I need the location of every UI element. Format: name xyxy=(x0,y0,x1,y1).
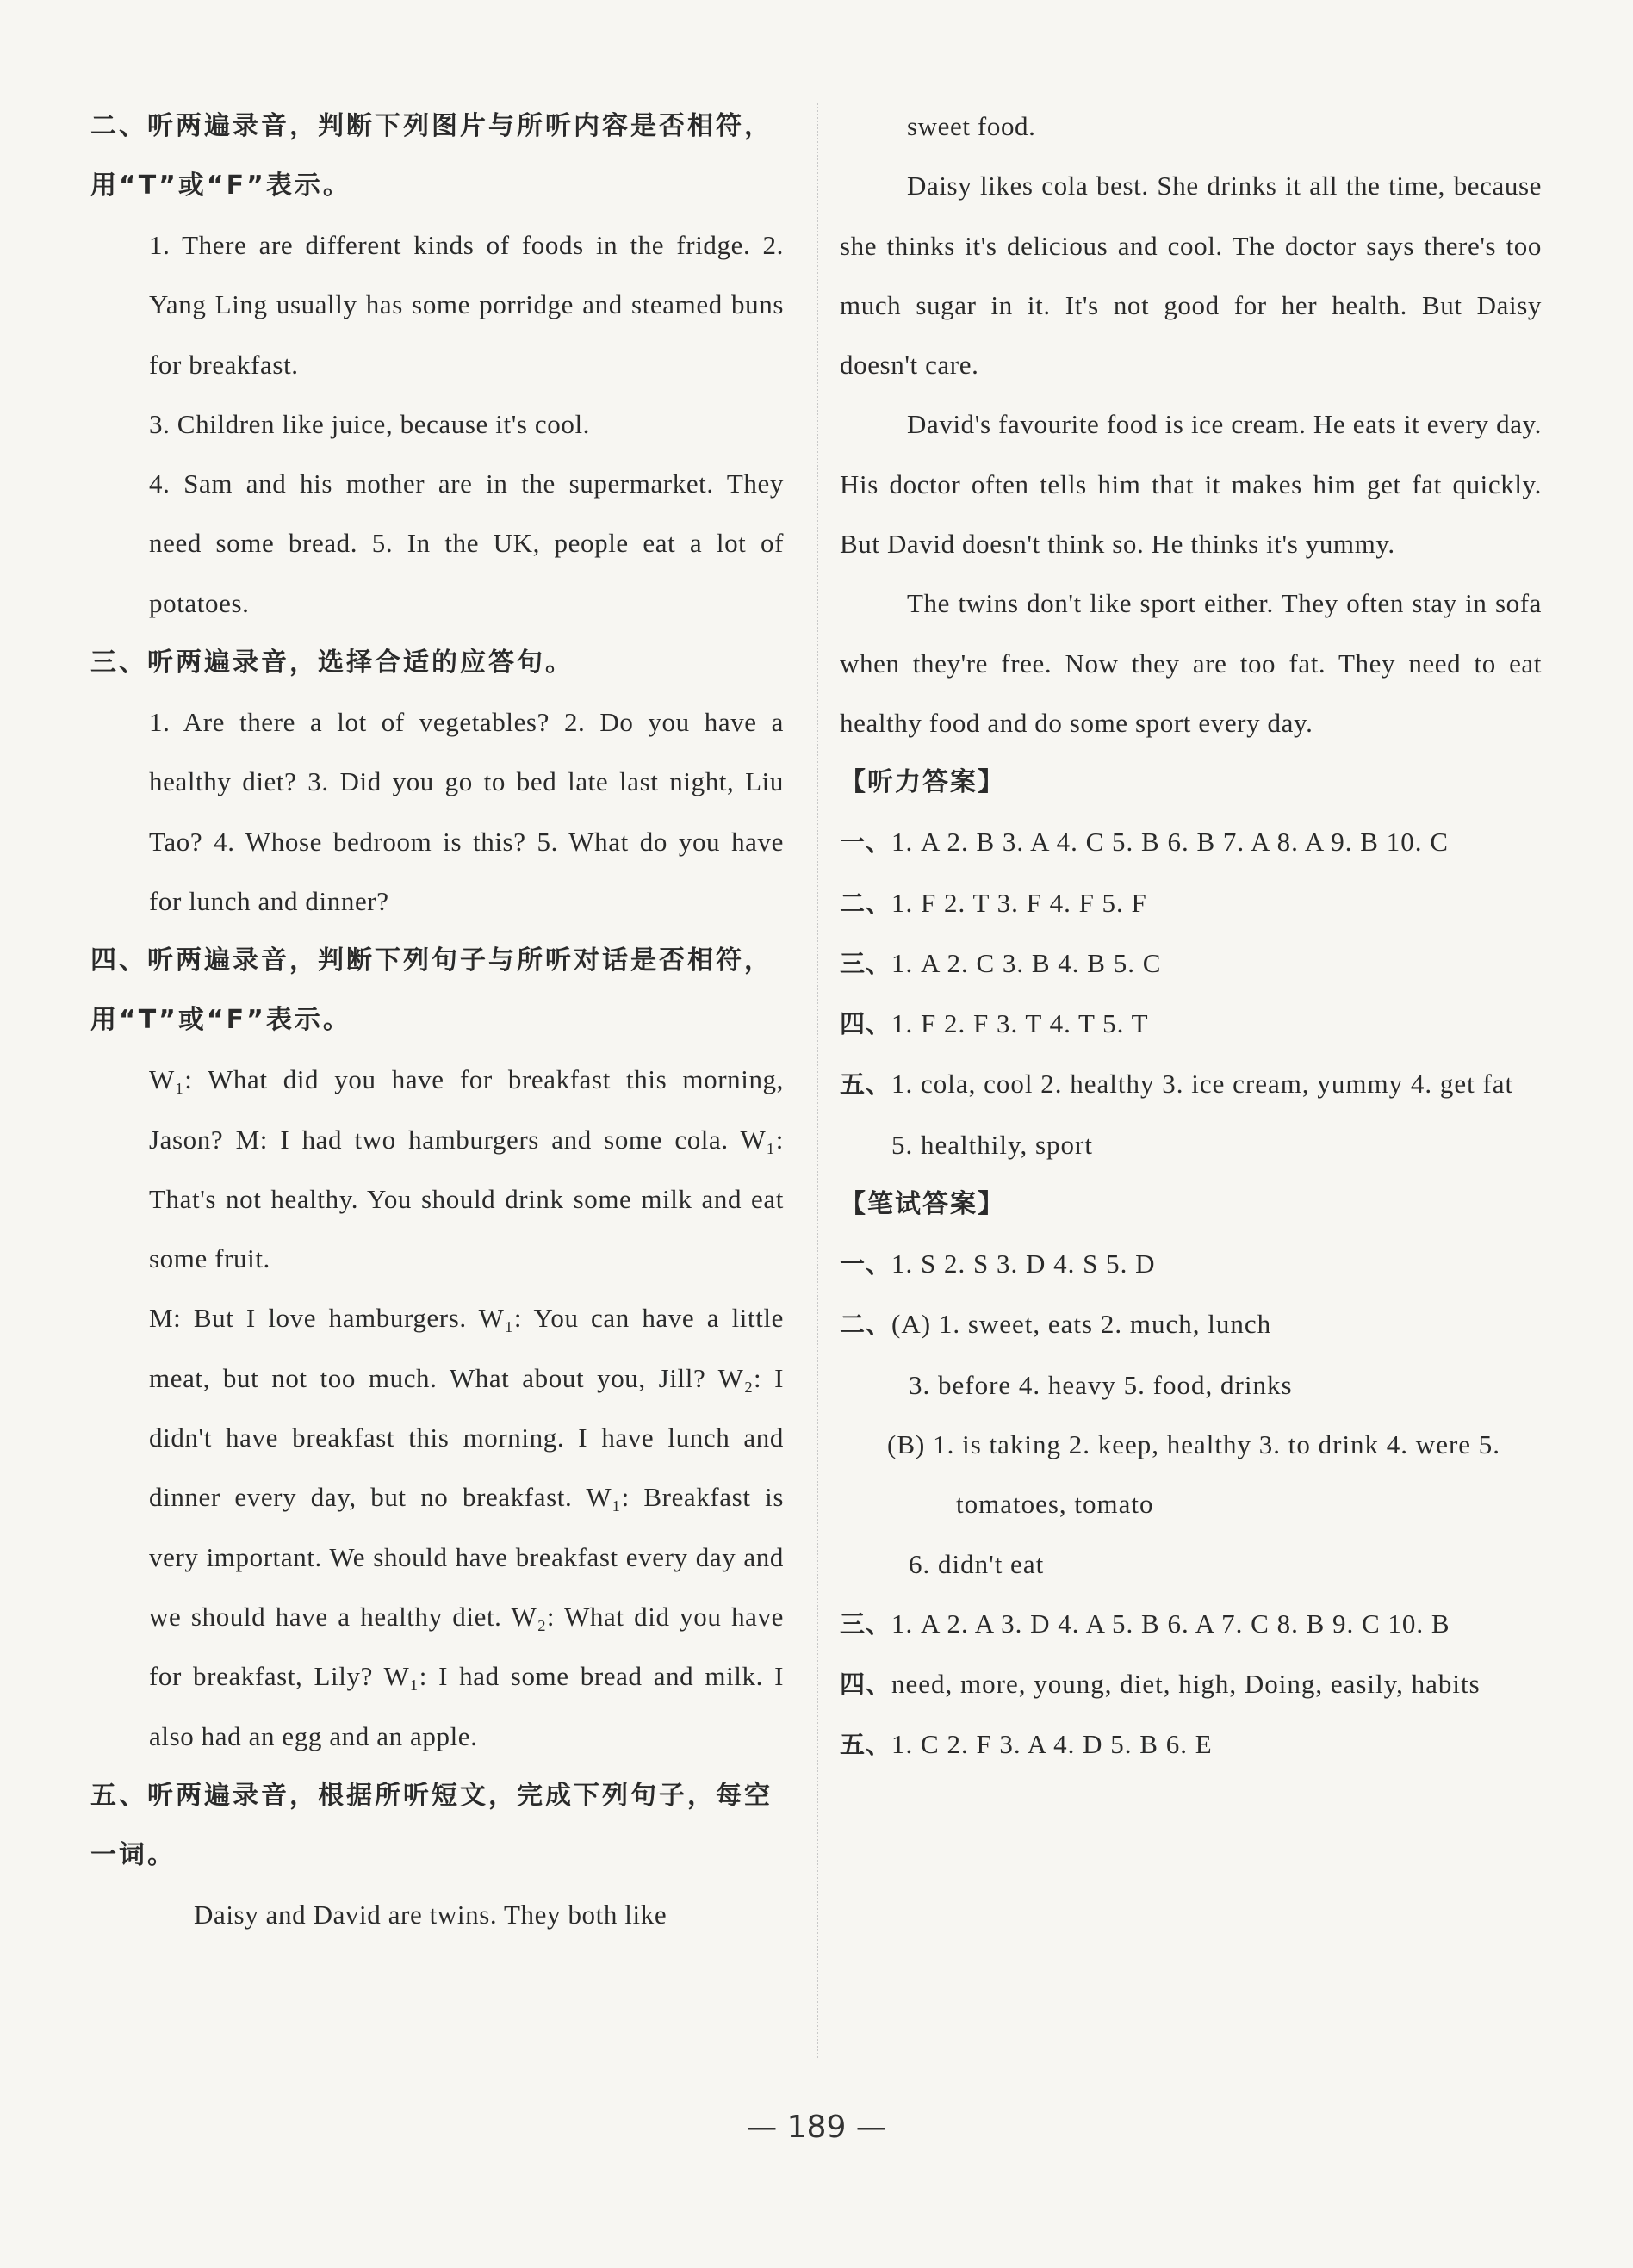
section-2-text-2: 3. Children like juice, because it's cool. xyxy=(149,408,591,439)
page-number: — 189 — xyxy=(746,2110,887,2145)
answer-text: 1. A 2. A 3. D 4. A 5. B 6. A 7. C 8. B 9. C 10. B xyxy=(891,1608,1450,1639)
answer-text: 1. S 2. S 3. D 4. S 5. D xyxy=(891,1249,1156,1280)
listening-answers-title: 【听力答案】 xyxy=(840,767,1005,798)
listening-answer-5 xyxy=(840,1054,1542,1174)
listening-answer-2 xyxy=(840,873,1542,933)
section-5-heading: 五、听两遍录音，根据所听短文，完成下列句子，每空一词。 xyxy=(90,1780,773,1870)
answer-text: 1. A 2. C 3. B 4. B 5. C xyxy=(891,947,1162,978)
section-4-text-2: M: But I love hamburgers. W₁: You can have a little meat, but not too much. What about you, Jill? W₂: I didn't have breakfast this morning. I have lunch and dinner every day, but no breakfast. W₁: Breakfast is very important. We should have breakfast every day and we should have a healthy diet. W₂: What did you have for breakfast, Lily? W₁: I had some bread and milk. I also had an egg and an apple. xyxy=(149,1303,784,1751)
listening-answer-1 xyxy=(840,812,1542,872)
answer-lead: 五、 xyxy=(840,1069,892,1100)
section-4-text-1: W₁: What did you have for breakfast this morning, Jason? M: I had two hamburgers and some cola. W₁: That's not healthy. You should drink some milk and eat some fruit. xyxy=(149,1064,784,1274)
answer-text: 1. A 2. B 3. A 4. C 5. B 6. B 7. A 8. A 9. B 10. C xyxy=(891,827,1449,858)
answer-text: 1. cola, cool 2. healthy 3. ice cream, yummy 4. get fat 5. healthily, sport xyxy=(891,1069,1514,1160)
passage-paragraph-2: David's favourite food is ice cream. He eats it every day. His doctor often tells him that it makes him get fat quickly. But David doesn't think so. He thinks it's yummy. xyxy=(840,409,1542,560)
section-2-heading: 二、听两遍录音，判断下列图片与所听内容是否相符，用“T”或“F”表示。 xyxy=(90,111,773,201)
answer-text: 1. C 2. F 3. A 4. D 5. B 6. E xyxy=(891,1729,1213,1760)
answer-lead: 三、 xyxy=(840,948,892,978)
written-answers-title: 【笔试答案】 xyxy=(840,1189,1005,1220)
section-4-heading: 四、听两遍录音，判断下列句子与所听对话是否相符，用“T”或“F”表示。 xyxy=(90,945,773,1036)
answer-text: 1. is taking 2. keep, healthy 3. to drink 4. were 5. tomatoes, tomato xyxy=(933,1428,1501,1520)
written-answer-2b-cont: 6. didn't eat xyxy=(909,1548,1045,1579)
listening-answer-3 xyxy=(840,933,1542,994)
answer-lead: 一、 xyxy=(840,827,892,858)
answer-text: need, more, young, diet, high, Doing, easily, habits xyxy=(891,1669,1481,1700)
left-column xyxy=(90,96,784,1944)
answer-text: 1. F 2. T 3. F 4. F 5. F xyxy=(891,887,1147,918)
answer-lead: 一、 xyxy=(840,1249,892,1280)
written-answer-1 xyxy=(840,1234,1542,1294)
column-divider xyxy=(816,103,818,2058)
written-answer-2b xyxy=(840,1415,1542,1534)
answer-tag: (A) xyxy=(891,1309,932,1340)
passage-paragraph-3: The twins don't like sport either. They often stay in sofa when they're free. Now they are too fat. They need to eat healthy food and do some sport every day. xyxy=(840,588,1542,738)
listening-answer-4 xyxy=(840,994,1542,1054)
answer-text: 1. F 2. F 3. T 4. T 5. T xyxy=(891,1008,1149,1039)
answer-text: 1. sweet, eats 2. much, lunch xyxy=(938,1309,1272,1340)
section-2-text-1: 1. There are different kinds of foods in the fridge. 2. Yang Ling usually has some porridge and steamed buns for breakfast. xyxy=(149,230,784,380)
answer-lead: 二、 xyxy=(840,888,892,918)
passage-continuation: sweet food. xyxy=(907,111,1036,141)
answer-lead: 三、 xyxy=(840,1608,892,1639)
section-3-heading: 三、听两遍录音，选择合适的应答句。 xyxy=(90,648,574,679)
written-answer-2a xyxy=(840,1294,1542,1354)
answer-lead: 二、 xyxy=(840,1310,892,1340)
answer-lead: 四、 xyxy=(840,1670,892,1700)
written-answer-4 xyxy=(840,1654,1542,1714)
written-answer-3 xyxy=(840,1594,1542,1654)
written-answer-2a-cont: 3. before 4. heavy 5. food, drinks xyxy=(909,1369,1293,1400)
section-5-text: Daisy and David are twins. They both like xyxy=(194,1899,667,1930)
right-column xyxy=(840,96,1542,1775)
section-3-text: 1. Are there a lot of vegetables? 2. Do you have a healthy diet? 3. Did you go to bed late last night, Liu Tao? 4. Whose bedroom is this? 5. What do you have for lunch and dinner? xyxy=(149,707,784,916)
answer-lead: 四、 xyxy=(840,1009,892,1039)
written-answer-5 xyxy=(840,1714,1542,1775)
section-2-text-3: 4. Sam and his mother are in the supermarket. They need some bread. 5. In the UK, people eat a lot of potatoes. xyxy=(149,468,784,618)
passage-paragraph-1: Daisy likes cola best. She drinks it all the time, because she thinks it's delicious and cool. The doctor says there's too much sugar in it. It's not good for her health. But Daisy doesn't care. xyxy=(840,170,1542,381)
answer-tag: (B) xyxy=(887,1428,926,1459)
answer-lead: 五、 xyxy=(840,1730,892,1760)
